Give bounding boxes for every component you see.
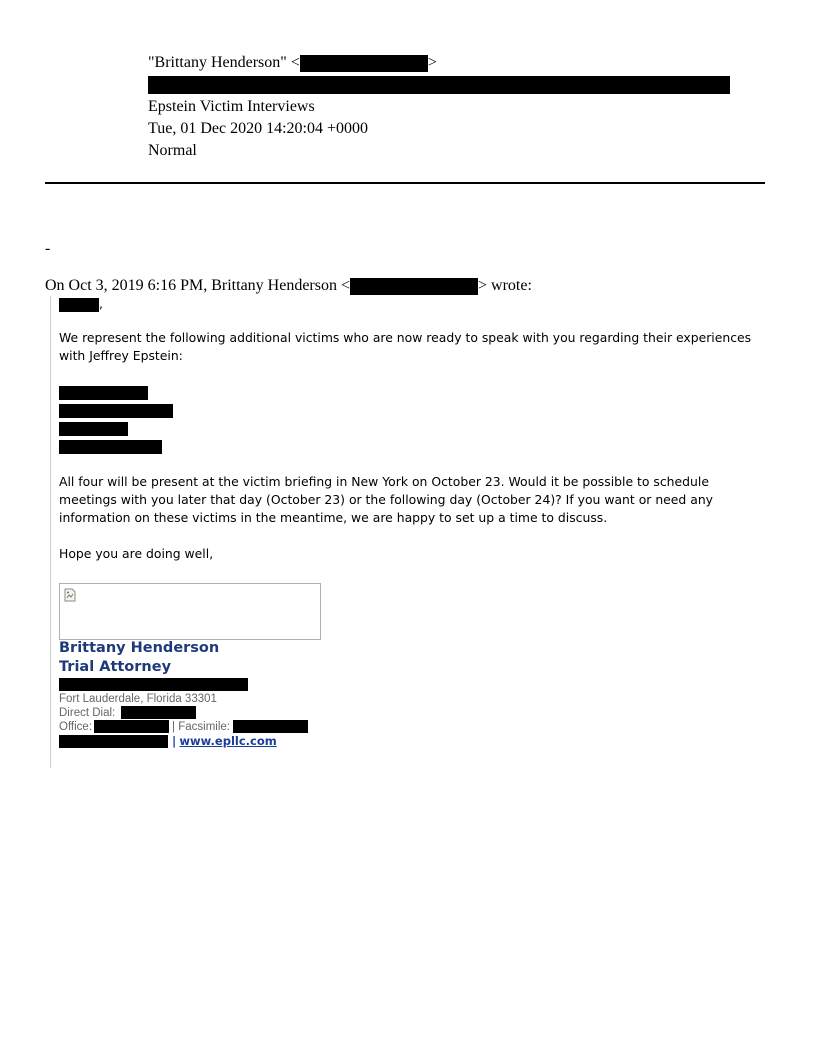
redaction-block (121, 706, 196, 719)
office-label: Office: (59, 721, 93, 733)
header-divider (45, 182, 765, 184)
subject-value: Epstein Victim Interviews (148, 98, 315, 115)
intro-prefix: On Oct 3, 2019 6:16 PM, Brittany Henderson < (45, 277, 350, 294)
website-link[interactable]: www.epllc.com (179, 734, 277, 748)
redaction-block (233, 720, 308, 733)
signature-logo-image (59, 583, 321, 640)
redaction-block (59, 422, 128, 436)
intro-suffix: > wrote: (478, 277, 532, 294)
redaction-block (94, 720, 169, 733)
redaction-block (59, 404, 173, 418)
direct-dial-label: Direct Dial: (59, 707, 116, 719)
redaction-block (59, 298, 99, 312)
dash-line: - (45, 240, 51, 257)
signature-direct-dial (59, 706, 196, 720)
paragraph-1: We represent the following additional victims who are now ready to speak with you regarding their experiences with Jeffrey Epstein: (59, 330, 752, 363)
redaction-block (148, 76, 730, 94)
to-recipient: "Brittany Henderson" < (148, 54, 300, 71)
greeting (59, 296, 103, 312)
redaction-block (350, 278, 478, 295)
closing-line: Hope you are doing well, (59, 546, 214, 561)
cc-value (148, 75, 730, 95)
link-separator: | (172, 734, 177, 748)
date-value: Tue, 01 Dec 2020 14:20:04 +0000 (148, 120, 368, 137)
broken-image-icon (64, 588, 76, 602)
facsimile-label: | Facsimile: (172, 721, 230, 733)
signature-address: Fort Lauderdale, Florida 33301 (59, 693, 217, 705)
quote-intro (45, 276, 532, 296)
redaction-block (59, 440, 162, 454)
to-close: > (427, 54, 437, 71)
redaction-block (59, 735, 168, 748)
redaction-block (300, 55, 428, 72)
signature-title: Trial Attorney (59, 659, 172, 675)
to-value (148, 53, 437, 73)
greeting-comma: , (99, 296, 103, 311)
paragraph-2: All four will be present at the victim briefing in New York on October 23. Would it be possible to schedule meetings with you later that day (October 23) or the following day (October 24)? If you want or need any information on these victims in the meantime, we are happy to set up a time to discuss. (59, 474, 714, 525)
importance-value: Normal (148, 142, 197, 159)
signature-phones (59, 720, 308, 734)
signature-web (59, 734, 277, 749)
signature-name: Brittany Henderson (59, 640, 220, 656)
redaction-block (59, 386, 148, 400)
redaction-block (59, 678, 248, 691)
